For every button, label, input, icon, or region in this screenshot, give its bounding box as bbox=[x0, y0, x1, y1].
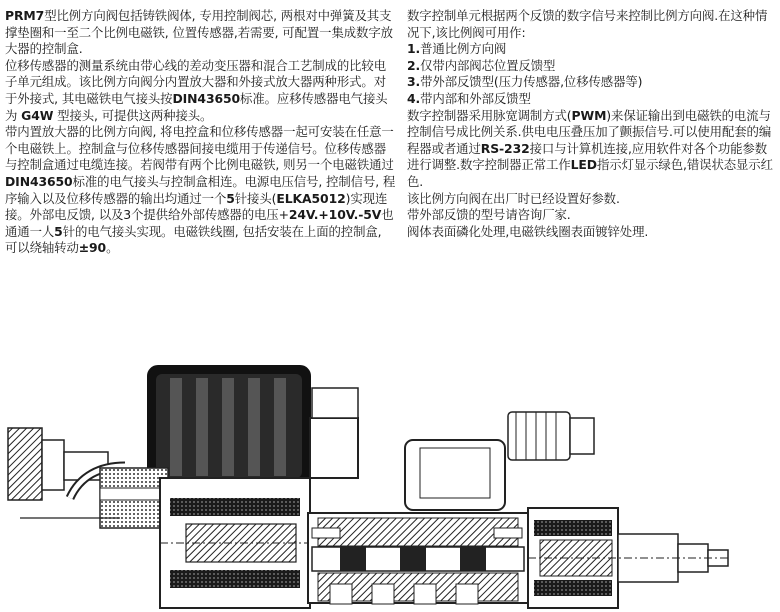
list-number: 3. bbox=[407, 74, 421, 90]
paragraph-sensor bbox=[5, 58, 397, 124]
valve-body bbox=[308, 513, 528, 604]
list-number: 4. bbox=[407, 90, 421, 106]
list-item bbox=[407, 58, 777, 75]
list-number: 1. bbox=[407, 41, 421, 57]
interface-code: RS-232 bbox=[480, 140, 530, 156]
paragraph-text: 针的电气接头实现。电磁铁线圈, 包括安装在上面的控制盒, 可以绕轴转动 bbox=[5, 223, 382, 256]
list-text: 带内部和外部反馈型 bbox=[420, 90, 531, 106]
standard-code: DIN43650 bbox=[172, 90, 241, 106]
list-number: 2. bbox=[407, 57, 421, 73]
paragraph-digital-intro: 数字控制单元根据两个反馈的数字信号来控制比例方向阀.在这种情况下,该比例阀可用作: bbox=[407, 8, 768, 40]
paragraph-text: 针接头( bbox=[234, 190, 277, 206]
list-item bbox=[407, 41, 777, 58]
paragraph-text: 型比例方向阀包括铸铁阀体, 专用控制阀芯, 两根对中弹簧及其支撑垫圈和一至二个比例电磁铁, 位置传感器,若需要, 可配置一集成数字放大器的控制盒. bbox=[5, 8, 393, 57]
pwm-term: PWM bbox=[571, 107, 607, 123]
paragraph-text: )实现连接。外部电反馈, 以及3个提供给外部传感器的电压+ bbox=[5, 190, 388, 223]
list-item bbox=[407, 91, 777, 108]
valve-cross-section-drawing bbox=[0, 348, 780, 612]
left-text-column bbox=[5, 8, 397, 257]
right-connector bbox=[405, 412, 594, 510]
paragraph-text: 也通通一人 bbox=[5, 207, 394, 239]
paragraph-text: 型接头, 可提供这两种接头。 bbox=[57, 107, 213, 123]
right-text-column bbox=[407, 8, 777, 240]
connector-code: G4W bbox=[21, 107, 54, 123]
pin-count: 5 bbox=[54, 223, 63, 239]
pin-count: 5 bbox=[226, 190, 235, 206]
paragraph-text: 接口与计算机连接,应用软件对各个功能参数进行调整.数字控制器正常工作 bbox=[407, 140, 767, 173]
paragraph-amplifier bbox=[5, 124, 397, 257]
paragraph-surface: 阀体表面磷化处理,电磁铁线圈表面镀锌处理. bbox=[407, 223, 649, 239]
paragraph-text: 数字控制器采用脉宽调制方式( bbox=[407, 107, 572, 123]
paragraph-consult: 带外部反馈的型号请咨询厂家. bbox=[407, 207, 571, 223]
list-text: 普通比例方向阀 bbox=[420, 41, 507, 57]
connector-code: ELKA5012 bbox=[276, 190, 346, 206]
paragraph-text: 标准。应移传感器电气接头为 bbox=[5, 90, 388, 123]
standard-code: DIN43650 bbox=[5, 173, 73, 189]
rotation-angle: ±90 bbox=[78, 240, 107, 256]
list-item bbox=[407, 74, 777, 91]
paragraph-intro bbox=[5, 8, 397, 58]
paragraph-text: 。 bbox=[106, 240, 119, 256]
paragraph-text: )来保证输出到电磁铁的电流与控制信号成比例关系.供电电压叠压加了颤振信号.可以使用配套的编程器或者通过 bbox=[407, 107, 772, 156]
paragraph-pwm bbox=[407, 108, 777, 191]
model-code: PRM7 bbox=[5, 8, 45, 23]
left-solenoid bbox=[160, 478, 310, 608]
paragraph-text: 标准的电气接头与控制盒相连。电源电压信号, 控制信号, 程序输入以及位移传感器的输出均通过一个 bbox=[5, 173, 396, 206]
usage-list bbox=[407, 41, 777, 107]
list-text: 带外部反馈型(压力传感器,位移传感器等) bbox=[420, 74, 643, 90]
led-term: LED bbox=[570, 157, 597, 173]
right-solenoid bbox=[528, 508, 728, 608]
paragraph-text: 指示灯显示绿色,错误状态显示红色. bbox=[407, 157, 773, 189]
paragraph-text: 位移传感器的测量系统由带心线的差动变压器和混合工艺制成的比较电子单元组成。该比例方向阀分内置放大器和外接式放大器两种形式。对于外接式, 其电磁铁电气接头按 bbox=[5, 57, 387, 106]
valve-drawing-svg bbox=[0, 348, 780, 612]
paragraph-factory: 该比例方向阀在出厂时已经设置好参数. bbox=[407, 190, 620, 206]
voltage-values: 24V.+10V.-5V bbox=[288, 207, 382, 223]
control-box bbox=[148, 366, 358, 486]
paragraph-text: 带内置放大器的比例方向阀, 将电控盒和位移传感器一起可安装在任意一个电磁铁上。控制盒与位移传感器间接电缆用于传递信号。位移传感器与控制盒通过电缆连接。若阀带有两个比例电磁铁, 则另一个电磁铁通过 bbox=[5, 124, 394, 173]
list-text: 仅带内部阀芯位置反馈型 bbox=[420, 57, 556, 73]
